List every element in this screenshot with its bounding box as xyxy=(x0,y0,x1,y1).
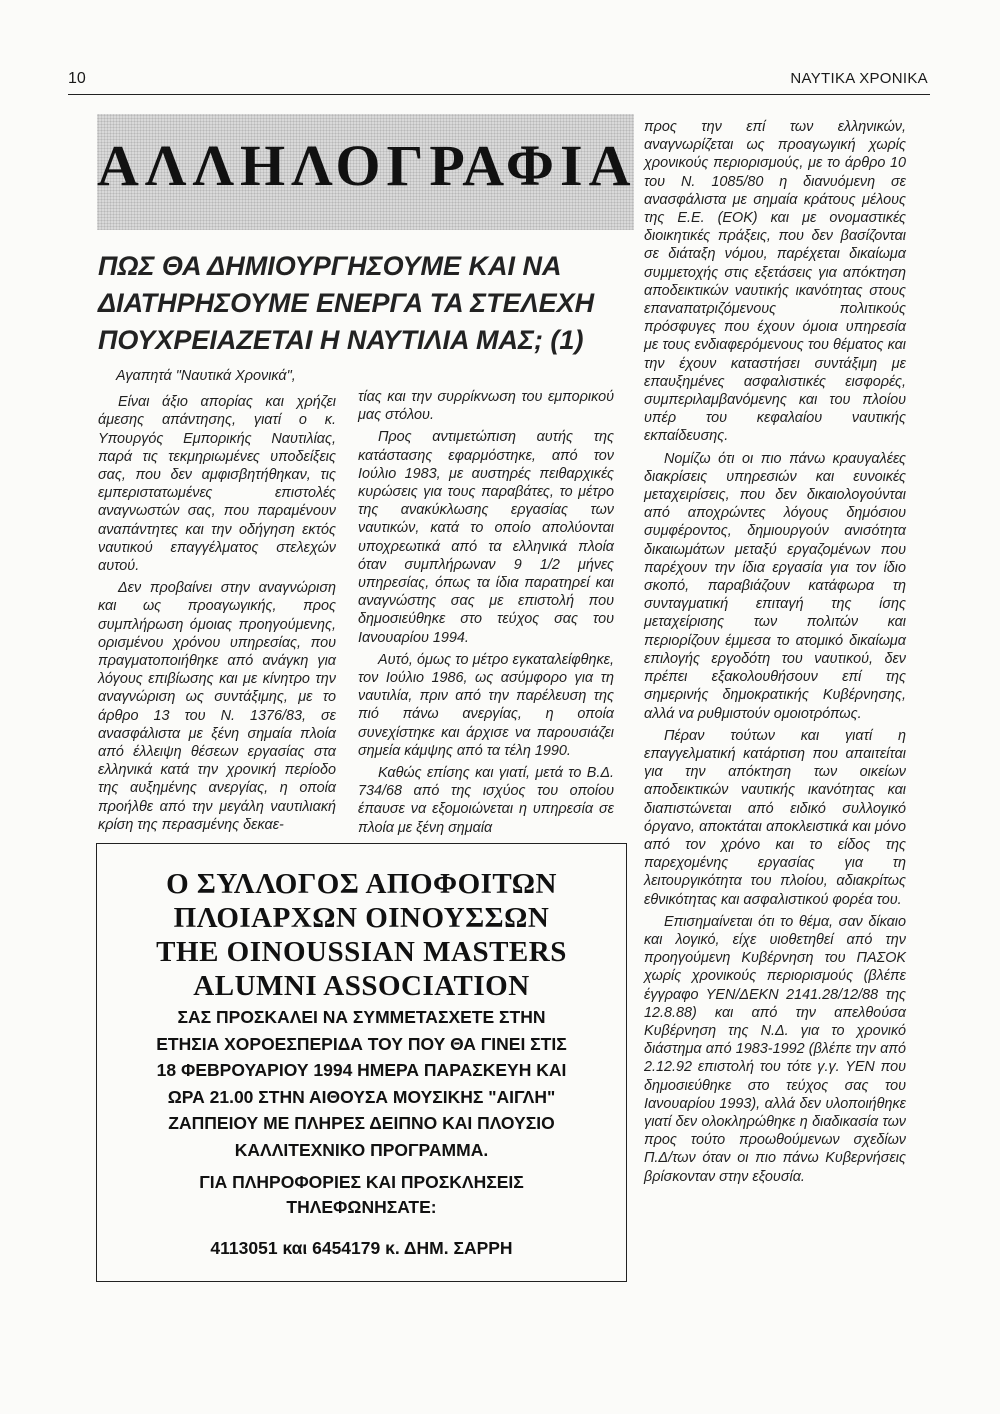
publication-name: ΝΑΥΤΙΚΑ ΧΡΟΝΙΚΑ xyxy=(790,70,928,87)
page-number: 10 xyxy=(68,70,86,87)
salutation: Αγαπητά "Ναυτικά Χρονικά", xyxy=(116,368,296,384)
article-headline xyxy=(98,248,638,359)
article-column-2 xyxy=(358,388,614,841)
headline-line: ΔΙΑΤΗΡΗΣΟΥΜΕ ΕΝΕΡΓΑ ΤΑ ΣΤΕΛΕΧΗ xyxy=(98,288,595,318)
paragraph: προς την επί των ελληνικών, αναγνωρίζεται ως προαγωγική χωρίς χρονικούς περιορισμούς, με το άρθρο 10 του Ν. 1085/80 η διανυόμενη σε ανασφάλιστα με σημαία κράτους μέλους της Ε.Ε. (ΕΟΚ) και με ονομαστικές διοικητικές πράξεις, που δεν βασίζονται σε διάταξη νόμου, παρέχεται δικαίωμα συμμετοχής στις εξετάσεις για απόκτηση αποδεικτικών ναυτικής ικανότητας στους επαναπατριζόμενους πολιτικούς πρόσφυγες που έχουν όμοια υπηρεσία με τους ενδιαφερόμενους του θέματος και την έχουν καταστήσει συντάξιμη με επαυξημένες ασφαλιστικές εισφορές, συμπεριλαμβανόμενης και του πλοίου υπέρ του κεφαλαίου ναυτικής εκπαίδευσης. xyxy=(644,119,906,445)
paragraph: τίας και την συρρίκνωση του εμπορικού μας στόλου. xyxy=(358,389,614,424)
ad-title-line: Ο ΣΥΛΛΟΓΟΣ ΑΠΟΦΟΙΤΩΝ xyxy=(166,868,557,900)
ad-info-line: ΤΗΛΕΦΩΝΗΣΑΤΕ: xyxy=(286,1197,437,1217)
paragraph: Αυτό, όμως το μέτρο εγκαταλείφθηκε, τον Ιούλιο 1986, ως ασύμφορο για τη ναυτιλία, πριν από την παρέλευση της πιό πάνω ανεργίας, η οποία συνεχίστηκε και άρχισε να παρουσιάζει σημεία κάμψης από τα τέλη 1990. xyxy=(358,651,614,759)
headline-line: ΠΩΣ ΘΑ ΔΗΜΙΟΥΡΓΗΣΟΥΜΕ ΚΑΙ ΝΑ xyxy=(98,251,562,281)
paragraph: Νομίζω ότι οι πιο πάνω κραυγαλέες διακρίσεις υπηρεσιών και ευνοικές μεταχειρίσεις, που δεν δικαιολογούνται από αποχρώντες λόγους δημόσιου συμφέροντος, δημιουργούν ανισότητα δικαιωμάτων μεταξύ εργαζομένων που παρέχουν την ίδια εργασία για τον ίδιο σκοπό, παραβιάζουν κατάφωρα τη συνταγματική επιταγή της ίσης μεταχείρισης των πολιτών και περιορίζουν έμμεσα το ατομικό δικαίωμα επιλογής εργοδότη του ναυτικού, δεν πρέπει εξακολουθήσουν επί της σημερινής δημοκρατικής Κυβέρνησης, αλλά να ρυθμιστούν ομοιοτρόπως. xyxy=(644,450,906,722)
headline-line: ΠΟΥΧΡΕΙΑΖΕΤΑΙ Η ΝΑΥΤΙΛΙΑ ΜΑΣ; (1) xyxy=(98,325,584,355)
paragraph: Είναι άξιο απορίας και χρήζει άμεσης απάντησης, γιατί ο κ. Υπουργός Εμπορικής Ναυτιλίας, παρά τις τεκμηριωμένες υποδείξεις σας, που δεν αμφισβητήθηκαν, τις εμπεριστατωμένες επιστολές αναγνωστών σας, που παραμένουν αναπάντητες και την οδήγηση εκτός ναυτικού επαγγέλματος στελεχών αυτού. xyxy=(98,394,336,575)
ad-contact: 4113051 και 6454179 κ. ΔΗΜ. ΣΑΡΡΗ xyxy=(210,1238,513,1258)
paragraph: Πέραν τούτων και γιατί η επαγγελματική κατάρτιση που απαιτείται για την απόκτηση των οικείων αποδεικτικών ναυτικής ικανότητας και διαπιστώνεται από ειδικό συλλογικό όργανο, αποκτάται αποκλειστικά και μόνο από τον χρόνο και το είδος της παρεχομένης εργασίας για τη λειτουργικότητα του πλοίου, αδιακρίτως εθνικότητας και ασφαλιστικού φορέα του. xyxy=(644,727,906,908)
paragraph: Επισημαίνεται ότι το θέμα, σαν δίκαιο και λογικό, είχε υιοθετηθεί από την προηγούμενη Κυβέρνηση του ΠΑΣΟΚ χωρίς χρονικούς περιορισμούς (βλέπε έγγραφο ΥΕΝ/ΔΕΚΝ 2141.28/12/88 της 12.8.88) και από την απελθούσα Κυβέρνηση της Ν.Δ. για το χρονικό διάστημα από 1983-1992 (βλέπε την από 2.12.92 επιστολή του τότε γ.γ. ΥΕΝ που δημοσιεύθηκε στο τεύχος σας του Ιανουαρίου 1993), αλλά δεν υλοποιήθηκε γιατί δεν ολοκληρώθηκε η διαδικασία των προς τούτο προωθούμενων σχεδίων Π.Δ/των όταν οι πιο πάνω Κυβερνήσεις βρίσκονταν στην εξουσία. xyxy=(644,913,906,1185)
header-rule xyxy=(68,94,930,95)
article-column-1 xyxy=(98,367,336,838)
ad-invitation-line: ΩΡΑ 21.00 ΣΤΗΝ ΑΙΘΟΥΣΑ ΜΟΥΣΙΚΗΣ "ΑΙΓΛΗ" xyxy=(167,1086,556,1107)
ad-info xyxy=(97,1170,626,1220)
ad-title-line: THE OINOUSSIAN MASTERS xyxy=(156,936,567,968)
advertisement-box xyxy=(96,843,627,1282)
paragraph: Προς αντιμετώπιση αυτής της κατάστασης εφαρμόστηκε, από τον Ιούλιο 1983, με αυστηρές πειθαρχικές κυρώσεις για τους παραβάτες, το μέτρο της ανακύκλωσης εργασίας των ναυτικών, κατά το οποίο απολύονται υποχρεωτικά από τα ελληνικά πλοία όταν συμπλήρωναν 9 1/2 μήνες υπηρεσίας, όπως τα ίδια παρατηρεί και αναγνώστης σας με επιστολή που δημοσιεύθηκε στο τεύχος σας του Ιανουαρίου 1994. xyxy=(358,429,614,646)
section-title: ΑΛΛΗΛΟΓΡΑΦΙΑ xyxy=(97,133,637,198)
ad-invitation-line: 18 ΦΕΒΡΟΥΑΡΙΟΥ 1994 ΗΜΕΡΑ ΠΑΡΑΣΚΕΥΗ ΚΑΙ xyxy=(156,1060,567,1080)
ad-invitation-line: ΣΑΣ ΠΡΟΣΚΑΛΕΙ ΝΑ ΣΥΜΜΕΤΑΣΧΕΤΕ ΣΤΗΝ xyxy=(177,1007,546,1027)
ad-invitation-line: ΚΑΛΛΙΤΕΧΝΙΚΟ ΠΡΟΓΡΑΜΜΑ. xyxy=(234,1139,489,1160)
ad-info-line: ΓΙΑ ΠΛΗΡΟΦΟΡΙΕΣ ΚΑΙ ΠΡΟΣΚΛΗΣΕΙΣ xyxy=(199,1172,524,1192)
ad-invitation xyxy=(97,1004,626,1163)
ad-title-line: ΠΛΟΙΑΡΧΩΝ ΟΙΝΟΥΣΣΩΝ xyxy=(173,902,550,934)
ad-invitation-line: ΕΤΗΣΙΑ ΧΟΡΟΕΣΠΕΡΙΔΑ ΤΟΥ ΠΟΥ ΘΑ ΓΙΝΕΙ ΣΤΙΣ xyxy=(156,1033,567,1054)
paragraph: Καθώς επίσης και γιατί, μετά το Β.Δ. 734/68 από της ισχύος του οποίου έπαυσε να εξομοιώνεται η υπηρεσία σε πλοία με ξένη σημαία xyxy=(358,765,614,836)
paragraph: Δεν προβαίνει στην αναγνώριση και ως προαγωγικής, προς συμπλήρωση όμοιας προηγούμενης, ορισμένου χρόνου υπηρεσίας, που πραγματοποιήθηκε από ανάγκη για λόγους επιβίωσης και με κίνητρο την αναγνώριση ως συντάξιμης, με το άρθρο 13 του Ν. 1376/83, σε ανασφάλιστα με ξένη σημαία πλοία από έλλειψη θέσεων εργασίας στα ελληνικά κατά την χρονική περίοδο της αυξημένης ανεργίας, η οποία προήλθε από την μεγάλη ναυτιλιακή κρίση της περασμένης δεκαε- xyxy=(98,580,336,833)
ad-invitation-line: ΖΑΠΠΕΙΟΥ ΜΕ ΠΛΗΡΕΣ ΔΕΙΠΝΟ ΚΑΙ ΠΛΟΥΣΙΟ xyxy=(168,1113,555,1133)
ad-title-line: ALUMNI ASSOCIATION xyxy=(193,970,530,1002)
article-column-3 xyxy=(644,118,906,1190)
